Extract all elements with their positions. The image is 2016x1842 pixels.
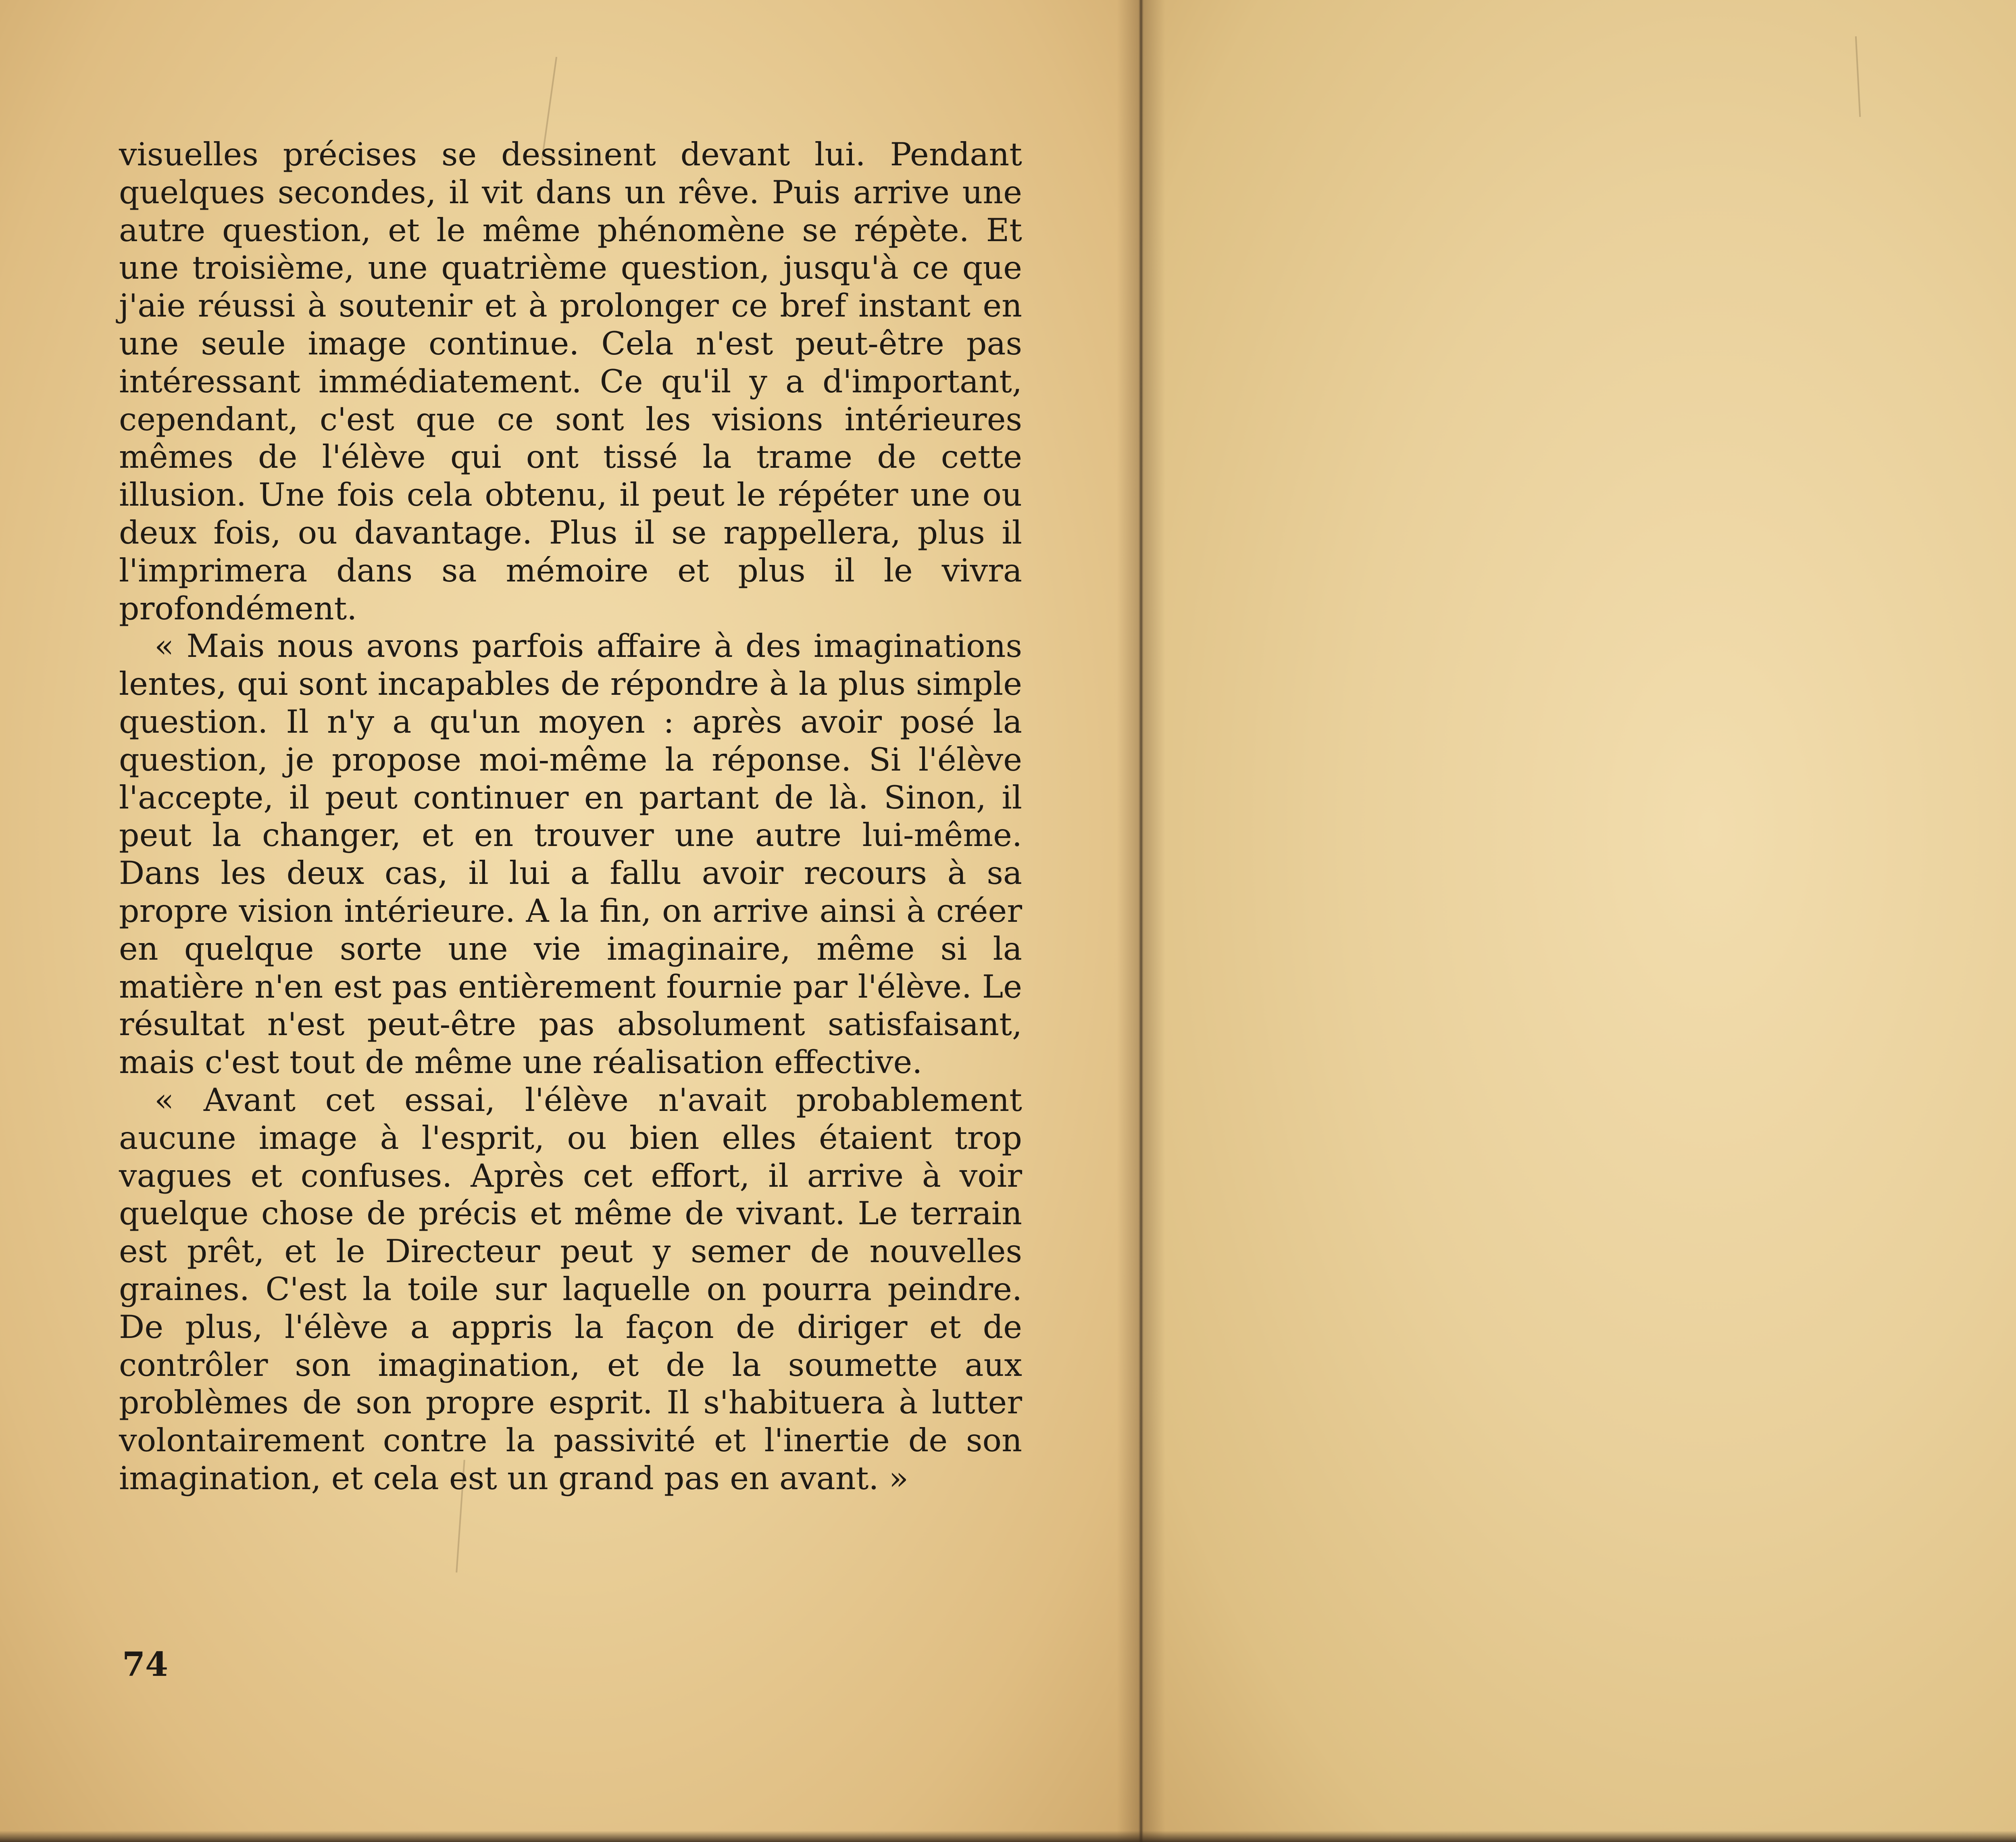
book-gutter [1117,0,1165,1842]
page-number: 74 [122,1645,169,1684]
right-page [1139,0,2016,1842]
paper-crease [1855,36,1861,117]
paragraph: « Mais nous avons parfois affaire à des imaginations lentes, qui sont incapables de répondre à la plus simple question. Il n'y a qu'un moyen : après avoir posé la question, je propose moi-même la réponse. Si l'élève l'accepte, il peut continuer en partant de là. Sinon, il peut la changer, et en trouver une autre lui-même. Dans les deux cas, il lui a fallu avoir recours à sa propre vision intérieure. A la fin, on arrive ainsi à créer en quelque sorte une vie imaginaire, même si la matière n'en est pas entièrement fournie par l'élève. Le résultat n'est peut-être pas absolument satisfaisant, mais c'est tout de même une réalisation effective. [119,627,1022,1081]
paragraph: visuelles précises se dessinent devant lui. Pendant quelques secondes, il vit dans un rêve. Puis arrive une autre question, et le même phénomène se répète. Et une troisième, une quatrième question, jusqu'à ce que j'aie réussi à soutenir et à prolonger ce bref instant en une seule image continue. Cela n'est peut-être pas intéressant immédiatement. Ce qu'il y a d'important, cependant, c'est que ce sont les visions intérieures mêmes de l'élève qui ont tissé la trame de cette illusion. Une fois cela obtenu, il peut le répéter une ou deux fois, ou davantage. Plus il se rappellera, plus il l'imprimera dans sa mémoire et plus il le vivra profondément. [119,136,1022,627]
paragraph: « Avant cet essai, l'élève n'avait probablement aucune image à l'esprit, ou bien elles étaient trop vagues et confuses. Après cet effort, il arrive à voir quelque chose de précis et même de vivant. Le terrain est prêt, et le Directeur peut y semer de nouvelles graines. C'est la toile sur laquelle on pourra peindre. De plus, l'élève a appris la façon de diriger et de contrôler son imagination, et de la soumette aux problèmes de son propre esprit. Il s'habituera à lutter volontairement contre la passivité et l'inertie de son imagination, et cela est un grand pas en avant. » [119,1081,1022,1497]
left-text-column [119,136,1022,1498]
page-bottom-edge [0,1831,2016,1842]
